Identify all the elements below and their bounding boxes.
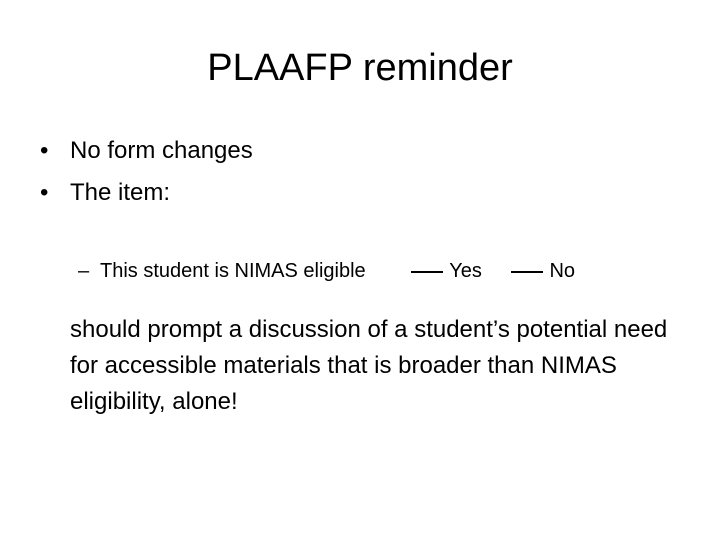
- bullet-list: [40, 130, 253, 214]
- bullet-marker: •: [40, 179, 49, 206]
- yes-label: Yes: [449, 260, 482, 282]
- body-paragraph: should prompt a discussion of a student’s potential need for accessible materials that is broader than NIMAS eligibility, alone!: [70, 316, 668, 415]
- bullet-text: The item:: [70, 179, 171, 206]
- no-label: No: [549, 260, 576, 282]
- no-blank: [511, 271, 543, 273]
- bullet-text: No form changes: [70, 137, 253, 164]
- bullet-marker: •: [40, 137, 49, 164]
- yes-choice: [411, 254, 482, 288]
- bullet-item: [40, 130, 253, 172]
- no-choice: [511, 254, 575, 288]
- slide-title: PLAAFP reminder: [207, 47, 513, 89]
- bullet-item: [40, 172, 253, 214]
- sub-item: [78, 254, 575, 288]
- yes-blank: [411, 271, 443, 273]
- sub-item-marker: –: [78, 260, 90, 282]
- sub-item-text: This student is NIMAS eligible: [100, 260, 366, 282]
